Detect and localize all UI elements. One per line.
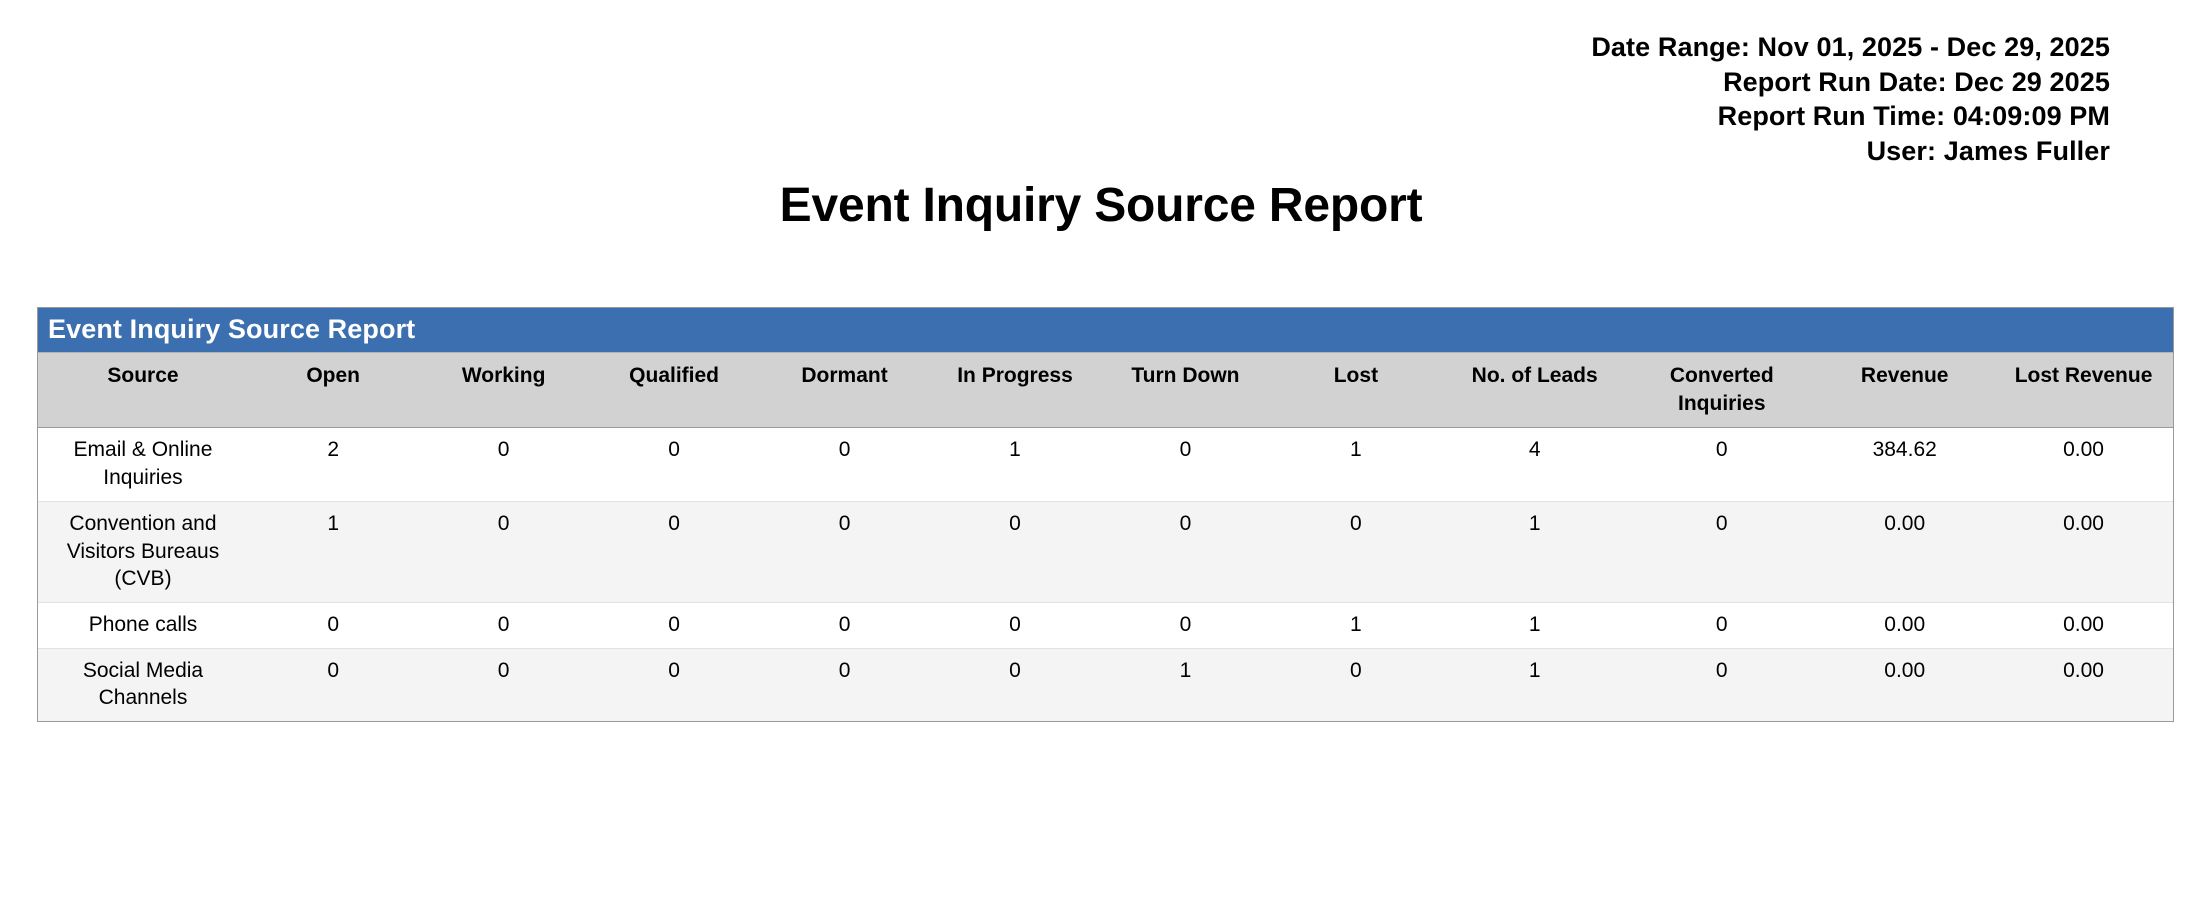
- table-row: [38, 603, 2173, 649]
- cell-open: 0: [248, 648, 418, 721]
- table-header-row: [38, 353, 2173, 428]
- cell-qualified: 0: [589, 501, 759, 602]
- cell-revenue: 384.62: [1815, 428, 1994, 501]
- meta-date-range: Date Range: Nov 01, 2025 - Dec 29, 2025: [1591, 32, 2110, 62]
- cell-dormant: 0: [759, 648, 929, 721]
- report-table-container: [37, 307, 2174, 722]
- cell-lost: 1: [1271, 603, 1441, 649]
- cell-turn-down: 0: [1100, 501, 1270, 602]
- column-header-lost-revenue: Lost Revenue: [1994, 353, 2173, 428]
- cell-working: 0: [418, 648, 588, 721]
- cell-dormant: 0: [759, 428, 929, 501]
- cell-lost: 1: [1271, 428, 1441, 501]
- column-header-dormant: Dormant: [759, 353, 929, 428]
- column-header-qualified: Qualified: [589, 353, 759, 428]
- cell-source: Convention and Visitors Bureaus (CVB): [38, 501, 248, 602]
- column-header-revenue: Revenue: [1815, 353, 1994, 428]
- cell-open: 2: [248, 428, 418, 501]
- cell-open: 1: [248, 501, 418, 602]
- cell-lost: 0: [1271, 501, 1441, 602]
- cell-dormant: 0: [759, 603, 929, 649]
- cell-working: 0: [418, 501, 588, 602]
- cell-lost: 0: [1271, 648, 1441, 721]
- cell-open: 0: [248, 603, 418, 649]
- cell-qualified: 0: [589, 648, 759, 721]
- table-caption: Event Inquiry Source Report: [38, 308, 2173, 352]
- column-header-lost: Lost: [1271, 353, 1441, 428]
- table-header: [38, 353, 2173, 428]
- table-row: [38, 648, 2173, 721]
- cell-in-progress: 0: [930, 603, 1100, 649]
- cell-in-progress: 1: [930, 428, 1100, 501]
- meta-report-run-date: Report Run Date: Dec 29 2025: [1723, 66, 2110, 97]
- cell-lost-revenue: 0.00: [1994, 603, 2173, 649]
- meta-report-run-time: Report Run Time: 04:09:09 PM: [1717, 101, 2110, 132]
- cell-in-progress: 0: [930, 501, 1100, 602]
- cell-converted-inquiries: 0: [1628, 428, 1815, 501]
- cell-source: Social Media Channels: [38, 648, 248, 721]
- cell-revenue: 0.00: [1815, 648, 1994, 721]
- cell-source: Phone calls: [38, 603, 248, 649]
- table-row: [38, 428, 2173, 501]
- page-title: Event Inquiry Source Report: [779, 179, 1423, 232]
- cell-revenue: 0.00: [1815, 603, 1994, 649]
- cell-dormant: 0: [759, 501, 929, 602]
- cell-converted-inquiries: 0: [1628, 501, 1815, 602]
- column-header-in-progress: In Progress: [930, 353, 1100, 428]
- cell-source: Email & Online Inquiries: [38, 428, 248, 501]
- column-header-no-of-leads: No. of Leads: [1441, 353, 1628, 428]
- cell-turn-down: 1: [1100, 648, 1270, 721]
- column-header-working: Working: [418, 353, 588, 428]
- cell-qualified: 0: [589, 603, 759, 649]
- report-table: [38, 308, 2173, 721]
- cell-working: 0: [418, 428, 588, 501]
- cell-lost-revenue: 0.00: [1994, 428, 2173, 501]
- cell-lost-revenue: 0.00: [1994, 648, 2173, 721]
- cell-no-of-leads: 4: [1441, 428, 1628, 501]
- cell-working: 0: [418, 603, 588, 649]
- cell-converted-inquiries: 0: [1628, 648, 1815, 721]
- column-header-source: Source: [38, 353, 248, 428]
- column-header-turn-down: Turn Down: [1100, 353, 1270, 428]
- report-meta: [1591, 30, 2110, 168]
- cell-no-of-leads: 1: [1441, 501, 1628, 602]
- cell-lost-revenue: 0.00: [1994, 501, 2173, 602]
- cell-in-progress: 0: [930, 648, 1100, 721]
- table-row: [38, 501, 2173, 602]
- column-header-converted-inquiries: Converted Inquiries: [1628, 353, 1815, 428]
- table-body: [38, 428, 2173, 721]
- cell-turn-down: 0: [1100, 603, 1270, 649]
- meta-user: User: James Fuller: [1866, 135, 2110, 166]
- cell-converted-inquiries: 0: [1628, 603, 1815, 649]
- cell-qualified: 0: [589, 428, 759, 501]
- column-header-open: Open: [248, 353, 418, 428]
- cell-turn-down: 0: [1100, 428, 1270, 501]
- cell-no-of-leads: 1: [1441, 603, 1628, 649]
- cell-no-of-leads: 1: [1441, 648, 1628, 721]
- cell-revenue: 0.00: [1815, 501, 1994, 602]
